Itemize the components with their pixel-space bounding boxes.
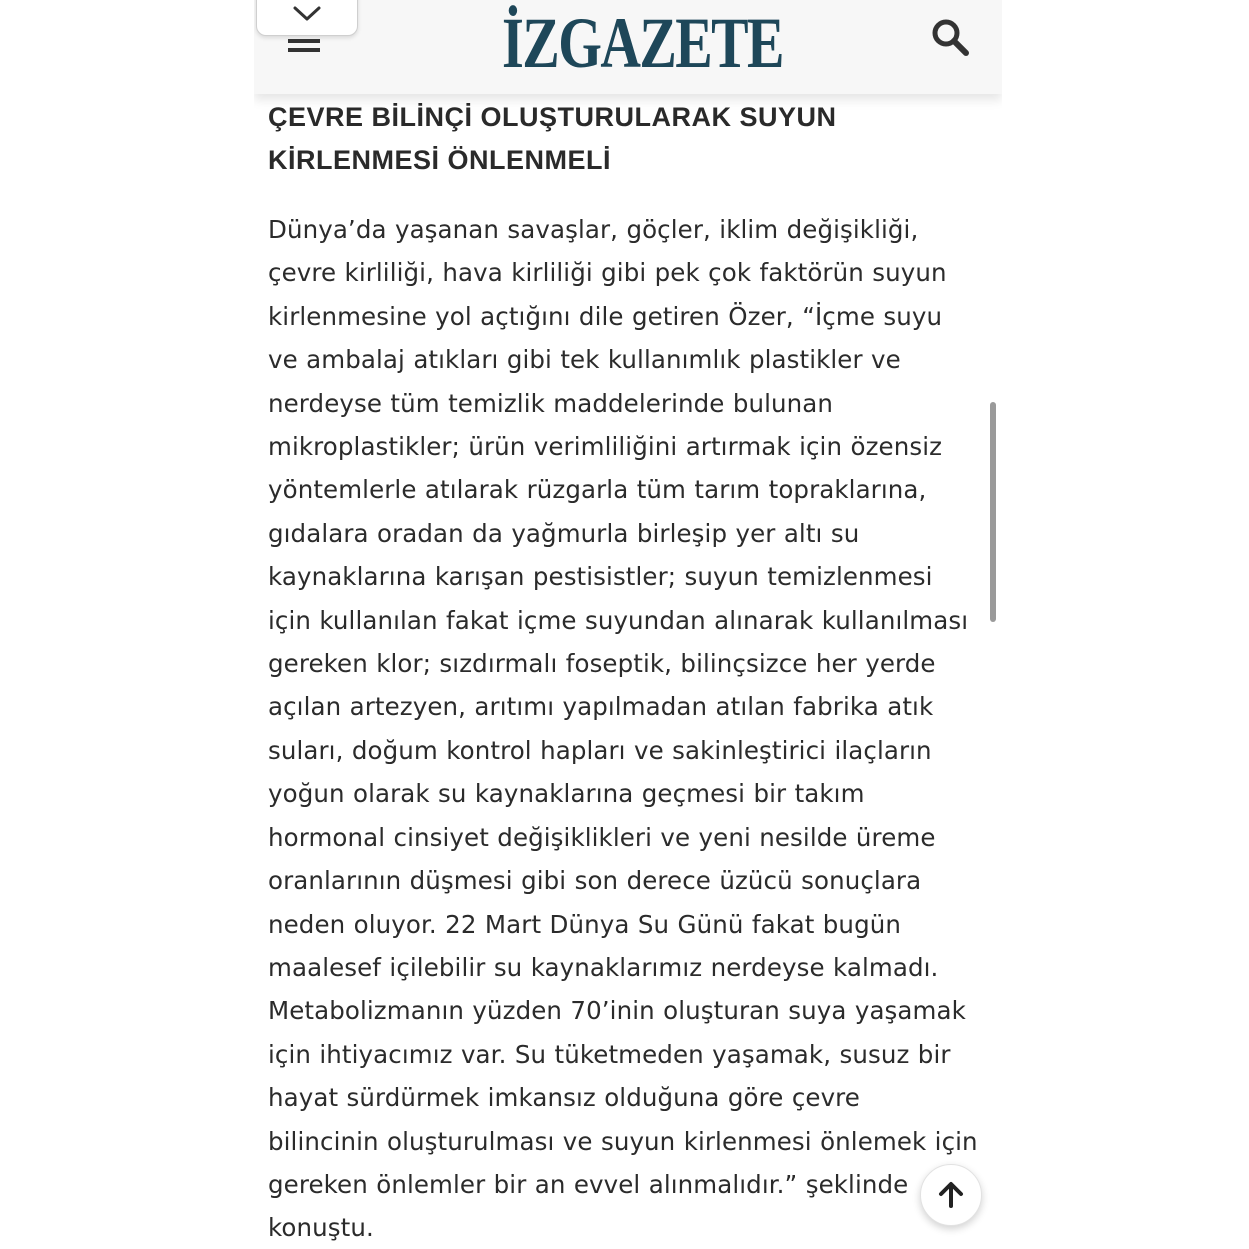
body-line: hormonal cinsiyet değişiklikleri ve yeni nesilde üreme bbox=[268, 822, 936, 852]
search-icon[interactable] bbox=[930, 17, 972, 59]
arrow-up-icon bbox=[938, 1181, 964, 1209]
body-line: suları, doğum kontrol hapları ve sakinleştirici ilaçların bbox=[268, 735, 932, 765]
body-line: hayat sürdürmek imkansız olduğuna göre çevre bbox=[268, 1083, 860, 1113]
body-line: oranlarının düşmesi gibi son derece üzücü sonuçlara bbox=[268, 866, 922, 896]
body-line: için kullanılan fakat içme suyundan alınarak kullanılması bbox=[268, 605, 969, 635]
site-header bbox=[254, 0, 1002, 94]
hamburger-icon[interactable] bbox=[288, 38, 320, 54]
body-line: mikroplastikler; ürün verimliliğini artırmak için özensiz bbox=[268, 432, 943, 462]
body-line: çevre kirliliği, hava kirliliği gibi pek çok faktörün suyun bbox=[268, 258, 947, 288]
body-line: Dünya’da yaşanan savaşlar, göçler, iklim değişikliği, bbox=[268, 215, 919, 244]
body-line: konuştu. bbox=[268, 1213, 374, 1243]
scroll-to-top-button[interactable] bbox=[920, 1164, 982, 1226]
body-line: kaynaklarına karışan pestisistler; suyun temizlenmesi bbox=[268, 562, 933, 592]
body-line: yöntemlerle atılarak rüzgarla tüm tarım topraklarına, bbox=[268, 475, 927, 505]
body-line: bilincinin oluşturulması ve suyun kirlenmesi önlemek için bbox=[268, 1126, 978, 1156]
article-body bbox=[268, 208, 998, 1249]
article-content bbox=[268, 96, 998, 1249]
body-line: ve ambalaj atıkları gibi tek kullanımlık plastikler ve bbox=[268, 345, 901, 375]
body-line: nerdeyse tüm temizlik maddelerinde bulunan bbox=[268, 388, 834, 418]
headline-line: ÇEVRE BİLİNÇİ OLUŞTURULARAK SUYUN bbox=[268, 102, 837, 132]
body-line: yoğun olarak su kaynaklarına geçmesi bir takım bbox=[268, 779, 865, 809]
mobile-viewport bbox=[254, 0, 1002, 1249]
body-line: gereken önlemler bir an evvel alınmalıdır.” şeklinde bbox=[268, 1169, 909, 1199]
site-logo[interactable]: İZGAZETE bbox=[502, 3, 783, 83]
chevron-down-icon bbox=[292, 5, 322, 23]
body-line: kirlenmesine yol açtığını dile getiren Özer, “İçme suyu bbox=[268, 301, 943, 331]
dropdown-toggle[interactable] bbox=[256, 0, 358, 36]
page-scrollbar[interactable] bbox=[990, 402, 996, 622]
body-line: Metabolizmanın yüzden 70’inin oluşturan suya yaşamak bbox=[268, 996, 966, 1026]
article-headline bbox=[268, 96, 998, 182]
body-line: için ihtiyacımız var. Su tüketmeden yaşamak, susuz bir bbox=[268, 1039, 951, 1069]
body-line: maalesef içilebilir su kaynaklarımız nerdeyse kalmadı. bbox=[268, 952, 939, 982]
body-line: neden oluyor. 22 Mart Dünya Su Günü fakat bugün bbox=[268, 909, 901, 939]
body-line: gıdalara oradan da yağmurla birleşip yer altı su bbox=[268, 518, 860, 548]
body-line: gereken klor; sızdırmalı foseptik, bilinçsizce her yerde bbox=[268, 649, 936, 679]
headline-line: KİRLENMESİ ÖNLENMELİ bbox=[268, 145, 612, 175]
body-line: açılan artezyen, arıtımı yapılmadan atılan fabrika atık bbox=[268, 692, 934, 722]
